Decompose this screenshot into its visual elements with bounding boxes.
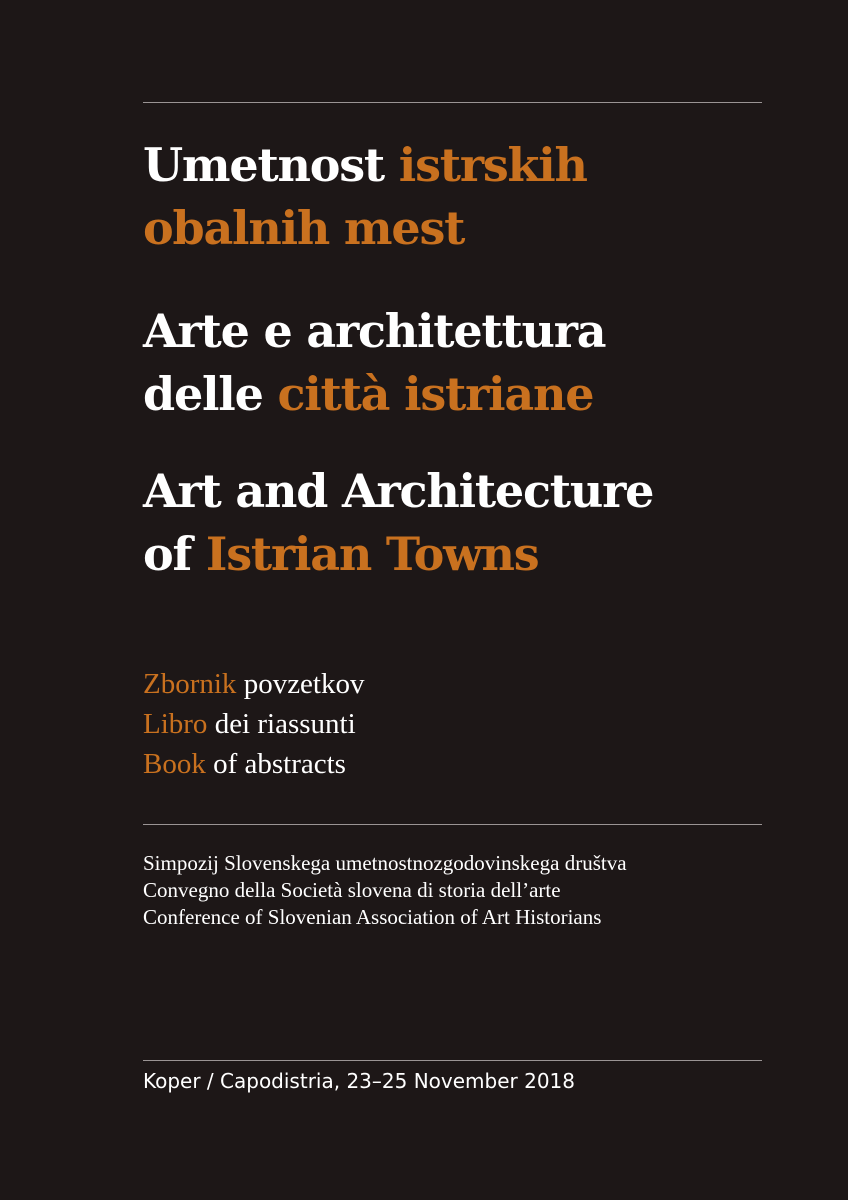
abstract-line-slovene — [143, 664, 365, 704]
bottom-divider — [143, 1060, 762, 1061]
abstract-plain: povzetkov — [236, 668, 365, 700]
abstract-accent: Zbornik — [143, 668, 237, 700]
place-date: Koper / Capodistria, 23–25 November 2018 — [143, 1069, 576, 1093]
title-english — [143, 460, 783, 586]
title-italian-accent: città istriane — [277, 367, 594, 421]
conference-info — [143, 850, 627, 931]
abstract-accent: Libro — [143, 708, 208, 740]
conference-line-english: Conference of Slovenian Association of Art Historians — [143, 905, 602, 929]
abstract-subtitle — [143, 664, 365, 784]
title-italian-plain: delle — [143, 367, 278, 421]
title-english-plain: of — [143, 527, 206, 581]
title-italian-line-1: Arte e architettura — [143, 304, 606, 358]
top-divider — [143, 102, 762, 103]
title-english-line-2 — [143, 523, 783, 586]
title-italian — [143, 300, 783, 426]
title-slovene-accent-1: istrskih — [398, 138, 587, 192]
conference-line-slovene: Simpozij Slovenskega umetnostnozgodovinskega društva — [143, 851, 627, 875]
title-english-line-1: Art and Architecture — [143, 464, 654, 518]
title-slovene — [143, 134, 783, 260]
title-english-accent: Istrian Towns — [205, 527, 539, 581]
title-slovene-line-2: obalnih mest — [143, 201, 465, 255]
abstract-plain: dei riassunti — [207, 708, 356, 740]
abstract-line-italian — [143, 704, 365, 744]
abstract-accent: Book — [143, 748, 206, 780]
abstract-plain: of abstracts — [205, 748, 346, 780]
title-italian-line-2 — [143, 363, 783, 426]
middle-divider — [143, 824, 762, 825]
abstract-line-english — [143, 744, 365, 784]
conference-line-italian: Convegno della Società slovena di storia dell’arte — [143, 878, 561, 902]
title-slovene-line-1 — [143, 134, 783, 197]
title-slovene-plain: Umetnost — [143, 138, 399, 192]
